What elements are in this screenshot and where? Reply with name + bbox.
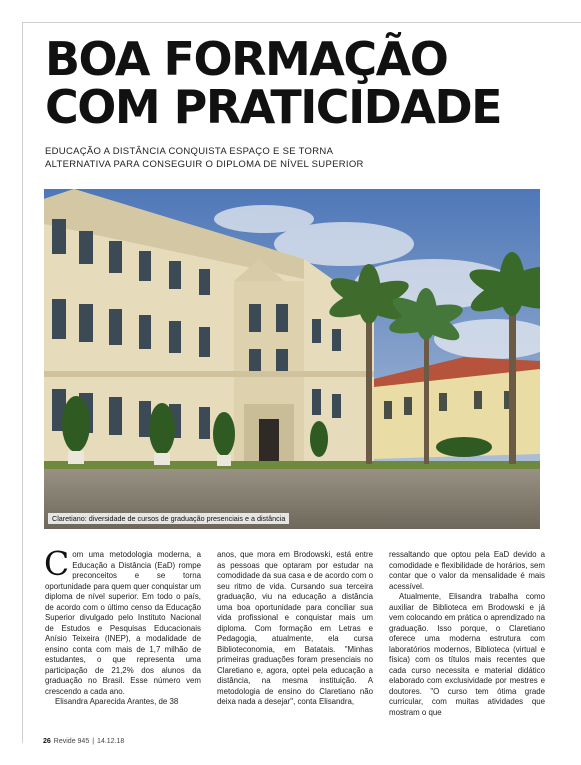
article-column-1 (44, 544, 201, 708)
campus-illustration (44, 189, 540, 529)
publication-name: Revide 945 (53, 738, 90, 745)
main-entrance (259, 419, 279, 467)
article-title (45, 32, 565, 134)
paragraph-1-text: om uma metodologia moderna, a Educação a Distância (EaD) rompe preconceitos e se torna oportunidade para quem quer conquistar um diploma de nível superior. Em todo o país, de acordo com o último censo da Educação Superior divulgado pelo Instituto Nacional de Estudos e Pesquisas Educacionais Anísio Teixeira (INEP), a modalidade de ensino conta com mais de 1,7 milhão de estudantes, o que representa uma participação de 21,2% dos alunos da graduação no Brasil. Esse número vem crescendo a cada ano. (45, 550, 201, 696)
paragraph-5: Atualmente, Elisandra trabalha como auxiliar de Biblioteca em Brodowski e já vem colocando em prática o aprendizado na graduação. Isso porque, o Claretiano oferece uma moderna estrutura com laboratórios modernos, Biblioteca (virtual e física) com os títulos mais recentes que cada curso necessita e material didático elaborado com exclusividade por mestres e doutores. "O curso tem ótima grade curricular, com muitas atividades que mostram o que (389, 592, 545, 717)
subtitle-line-1: EDUCAÇÃO A DISTÂNCIA CONQUISTA ESPAÇO E SE TORNA (45, 146, 334, 157)
photo-caption: Claretiano: diversidade de cursos de graduação presenciais e a distância (48, 513, 289, 524)
title-line-2: COM PRATICIDADE (45, 80, 502, 134)
footer-separator: | (92, 738, 95, 745)
paragraph-2: Elisandra Aparecida Arantes, de 38 (55, 697, 179, 706)
title-line-1: BOA FORMAÇÃO (45, 32, 448, 86)
paragraph-4: ressaltando que optou pela EaD devido a comodidade e flexibilidade de horários, sem contar que o valor da mensalidade é mais acessível. (389, 550, 545, 591)
campus-photo (44, 189, 540, 529)
page-footer (43, 738, 124, 745)
magazine-page (22, 22, 581, 743)
article-body (44, 544, 545, 725)
drop-cap: C (44, 544, 70, 583)
subtitle-line-2: ALTERNATIVA PARA CONSEGUIR O DIPLOMA DE NÍVEL SUPERIOR (45, 159, 364, 170)
paragraph-1 (44, 544, 201, 697)
paragraph-3: anos, que mora em Brodowski, está entre as pessoas que optaram por estudar na comodidade da sua casa e de acordo com o seu ritmo de vida. Cursando sua terceira graduação, viu na educação a distância uma boa oportunidade para conciliar sua vida profissional e conquistar mais um diploma. Com formação em Letras e Pedagogia, atualmente, ela cursa Biblioteconomia, em Batatais. "Minhas primeiras graduações foram presenciais no Claretiano e, agora, optei pela educação a distância, na mesma instituição. A metodologia de ensino do Claretiano não deixa nada a desejar", conta Elisandra, (217, 550, 373, 706)
article-column-2 (217, 550, 373, 708)
issue-date: 14.12.18 (97, 738, 125, 745)
page-number: 26 (43, 738, 51, 745)
article-subtitle (45, 145, 365, 171)
article-column-3 (389, 550, 545, 718)
